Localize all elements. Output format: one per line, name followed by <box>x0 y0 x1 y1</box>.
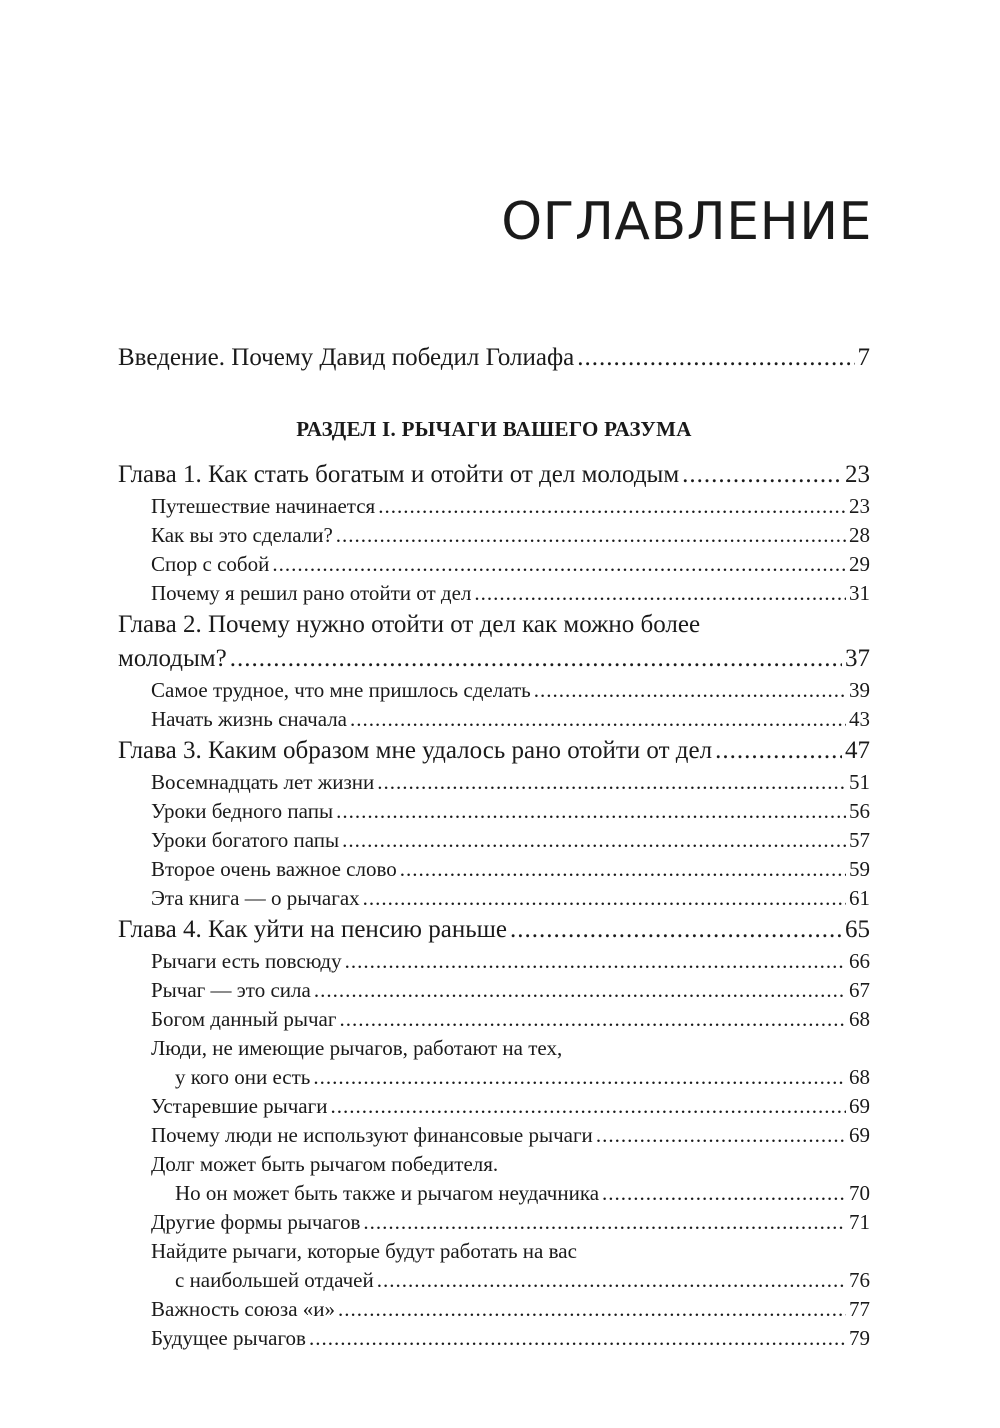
chapter-title: Глава 1. Как стать богатым и отойти от дел молодым <box>118 461 680 488</box>
toc-page-number: 37 <box>845 645 870 672</box>
toc-subentry-line-1[interactable]: Люди, не имеющие рычагов, работают на тех, <box>151 1036 563 1060</box>
dot-leader <box>342 826 846 855</box>
toc-chapter-2[interactable] <box>118 642 870 676</box>
toc-page-number: 61 <box>849 886 870 910</box>
toc-page-number: 71 <box>849 1210 870 1234</box>
dot-leader <box>377 1266 846 1295</box>
toc-page-number: 79 <box>849 1326 870 1350</box>
dot-leader <box>715 734 842 768</box>
subentry-title: Уроки богатого папы <box>151 828 340 852</box>
toc-chapter-2-line-1[interactable]: Глава 2. Почему нужно отойти от дел как можно более <box>118 611 701 638</box>
subentry-title: Эта книга — о рычагах <box>151 886 360 910</box>
table-of-contents <box>118 340 870 1353</box>
subentry-title: Путешествие начинается <box>151 494 376 518</box>
dot-leader <box>338 1295 846 1324</box>
toc-entry-text: Введение. Почему Давид победил Голиафа <box>118 344 575 371</box>
toc-subentry[interactable] <box>118 676 870 705</box>
toc-subentry[interactable] <box>118 826 870 855</box>
subentry-title: Восемнадцать лет жизни <box>151 770 375 794</box>
toc-page-number: 39 <box>849 678 870 702</box>
toc-page-number: 31 <box>849 581 870 605</box>
dot-leader <box>363 1208 846 1237</box>
toc-subentry[interactable] <box>118 1121 870 1150</box>
chapter-title: Глава 4. Как уйти на пенсию раньше <box>118 916 507 943</box>
toc-subentry[interactable] <box>118 521 870 550</box>
subentry-title: Рычаг — это сила <box>151 978 311 1002</box>
chapter-title: молодым? <box>118 645 227 672</box>
subentry-title: Богом данный рычаг <box>151 1007 337 1031</box>
subentry-title: Самое трудное, что мне пришлось сделать <box>151 678 531 702</box>
subentry-title: Второе очень важное слово <box>151 857 397 881</box>
toc-chapter-3[interactable] <box>118 734 870 768</box>
toc-page-number: 68 <box>849 1065 870 1089</box>
subentry-title: Другие формы рычагов <box>151 1210 361 1234</box>
toc-page-number: 68 <box>849 1007 870 1031</box>
toc-subentry-line-1[interactable]: Найдите рычаги, которые будут работать на вас <box>151 1239 577 1263</box>
toc-subentry[interactable] <box>118 550 870 579</box>
toc-subentry[interactable] <box>118 579 870 608</box>
subentry-title: Почему я решил рано отойти от дел <box>151 581 472 605</box>
toc-entry-introduction[interactable] <box>118 340 870 376</box>
toc-page-number: 56 <box>849 799 870 823</box>
toc-page-number: 76 <box>849 1268 870 1292</box>
dot-leader <box>596 1121 846 1150</box>
subentry-title: Будущее рычагов <box>151 1326 306 1350</box>
dot-leader <box>474 579 846 608</box>
toc-chapter-4[interactable] <box>118 913 870 947</box>
toc-subentry[interactable] <box>118 947 870 976</box>
toc-chapter-1[interactable] <box>118 458 870 492</box>
toc-page-number: 59 <box>849 857 870 881</box>
dot-leader <box>378 492 846 521</box>
dot-leader <box>336 797 846 826</box>
subentry-title: у кого они есть <box>175 1065 311 1089</box>
toc-subentry[interactable] <box>118 1324 870 1353</box>
subentry-title: с наибольшей отдачей <box>175 1268 374 1292</box>
toc-page-number: 51 <box>849 770 870 794</box>
toc-page-number: 77 <box>849 1297 870 1321</box>
toc-page-number: 29 <box>849 552 870 576</box>
subentry-title: Рычаги есть повсюду <box>151 949 342 973</box>
dot-leader <box>602 1179 846 1208</box>
toc-page-number: 7 <box>857 344 870 371</box>
toc-page-number: 28 <box>849 523 870 547</box>
subentry-title: Как вы это сделали? <box>151 523 333 547</box>
dot-leader <box>510 913 842 947</box>
dot-leader <box>345 947 846 976</box>
dot-leader <box>534 676 846 705</box>
subentry-title: Уроки бедного папы <box>151 799 334 823</box>
dot-leader <box>350 705 846 734</box>
toc-subentry[interactable] <box>118 705 870 734</box>
toc-page-number: 69 <box>849 1123 870 1147</box>
toc-page-number: 43 <box>849 707 870 731</box>
subentry-title: Начать жизнь сначала <box>151 707 348 731</box>
toc-subentry[interactable] <box>118 1005 870 1034</box>
dot-leader <box>330 1092 846 1121</box>
toc-subentry[interactable] <box>118 768 870 797</box>
subentry-title: Важность союза «и» <box>151 1297 336 1321</box>
subentry-title: Почему люди не используют финансовые рычаги <box>151 1123 593 1147</box>
toc-subentry[interactable] <box>118 976 870 1005</box>
toc-page-number: 65 <box>845 916 870 943</box>
dot-leader <box>339 1005 846 1034</box>
toc-subentry[interactable] <box>118 1208 870 1237</box>
toc-page-number: 57 <box>849 828 870 852</box>
toc-page-number: 67 <box>849 978 870 1002</box>
toc-subentry[interactable] <box>118 884 870 913</box>
toc-page-number: 47 <box>845 737 870 764</box>
dot-leader <box>377 768 846 797</box>
toc-page-number: 69 <box>849 1094 870 1118</box>
subentry-title: Но он может быть также и рычагом неудачника <box>175 1181 600 1205</box>
dot-leader <box>309 1324 846 1353</box>
toc-subentry-line-1[interactable]: Долг может быть рычагом победителя. <box>151 1152 499 1176</box>
dot-leader <box>577 340 854 376</box>
toc-page-number: 23 <box>849 494 870 518</box>
toc-subentry[interactable] <box>118 855 870 884</box>
dot-leader <box>314 976 846 1005</box>
toc-page-number: 66 <box>849 949 870 973</box>
dot-leader <box>336 521 846 550</box>
toc-subentry[interactable] <box>118 492 870 521</box>
section-heading: РАЗДЕЛ I. РЫЧАГИ ВАШЕГО РАЗУМА <box>296 417 692 441</box>
toc-subentry[interactable] <box>118 1266 870 1295</box>
dot-leader <box>682 458 842 492</box>
toc-subentry[interactable] <box>118 1092 870 1121</box>
dot-leader <box>230 642 842 676</box>
chapter-title: Глава 3. Каким образом мне удалось рано отойти от дел <box>118 737 713 764</box>
dot-leader <box>400 855 846 884</box>
toc-subentry[interactable] <box>118 1295 870 1324</box>
toc-page-number: 70 <box>849 1181 870 1205</box>
toc-subentry[interactable] <box>118 1063 870 1092</box>
toc-subentry[interactable] <box>118 1179 870 1208</box>
dot-leader <box>272 550 846 579</box>
dot-leader <box>313 1063 846 1092</box>
page-title: ОГЛАВЛЕНИЕ <box>501 192 872 252</box>
subentry-title: Спор с собой <box>151 552 270 576</box>
toc-page-number: 23 <box>845 461 870 488</box>
toc-subentry[interactable] <box>118 797 870 826</box>
dot-leader <box>363 884 846 913</box>
subentry-title: Устаревшие рычаги <box>151 1094 328 1118</box>
